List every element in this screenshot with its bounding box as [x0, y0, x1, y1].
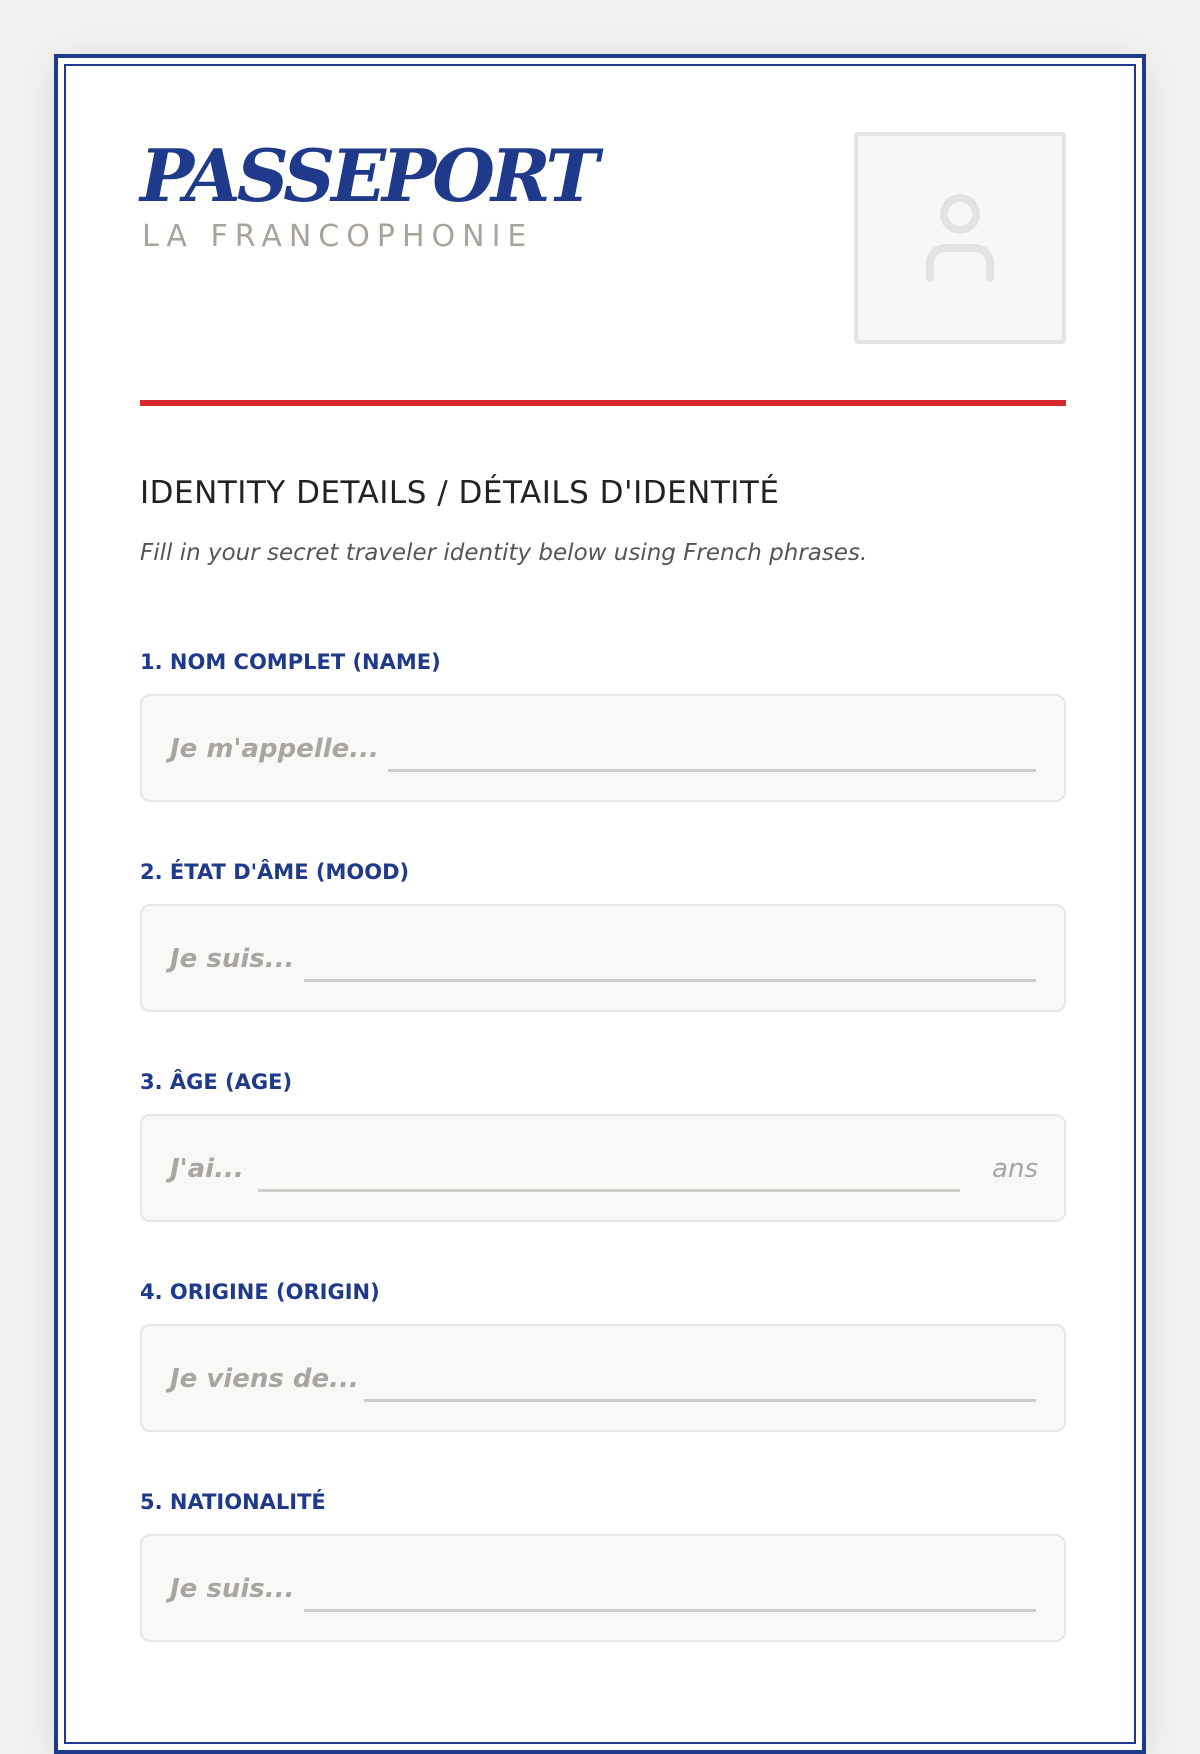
user-silhouette-icon [924, 192, 996, 284]
passport-card [54, 54, 1146, 1754]
origin-input[interactable] [364, 1362, 1036, 1402]
field-prefix-mood: Je suis... [170, 944, 295, 974]
name-input[interactable] [388, 732, 1036, 772]
field-label-nationality: 5. NATIONALITÉ [140, 1490, 326, 1514]
section-title: IDENTITY DETAILS / DÉTAILS D'IDENTITÉ [140, 475, 780, 511]
passport-subtitle: LA FRANCOPHONIE [142, 219, 534, 254]
red-divider [140, 400, 1066, 406]
field-label-origin: 4. ORIGINE (ORIGIN) [140, 1280, 380, 1304]
field-box-nationality [140, 1534, 1066, 1642]
field-prefix-origin: Je viens de... [170, 1364, 359, 1394]
field-box-age [140, 1114, 1066, 1222]
field-label-age: 3. ÂGE (AGE) [140, 1070, 293, 1094]
passport-title: PASSEPORT [140, 133, 596, 218]
age-input[interactable] [258, 1152, 960, 1192]
photo-placeholder[interactable] [854, 132, 1066, 344]
field-box-mood [140, 904, 1066, 1012]
nationality-input[interactable] [304, 1572, 1036, 1612]
section-description: Fill in your secret traveler identity below using French phrases. [140, 540, 868, 566]
mood-input[interactable] [304, 942, 1036, 982]
field-box-name [140, 694, 1066, 802]
field-prefix-age: J'ai... [170, 1154, 244, 1184]
field-prefix-name: Je m'appelle... [170, 734, 379, 764]
field-label-mood: 2. ÉTAT D'ÂME (MOOD) [140, 860, 410, 884]
field-suffix-age: ans [992, 1154, 1038, 1184]
field-prefix-nationality: Je suis... [170, 1574, 295, 1604]
field-label-name: 1. NOM COMPLET (NAME) [140, 650, 441, 674]
field-box-origin [140, 1324, 1066, 1432]
